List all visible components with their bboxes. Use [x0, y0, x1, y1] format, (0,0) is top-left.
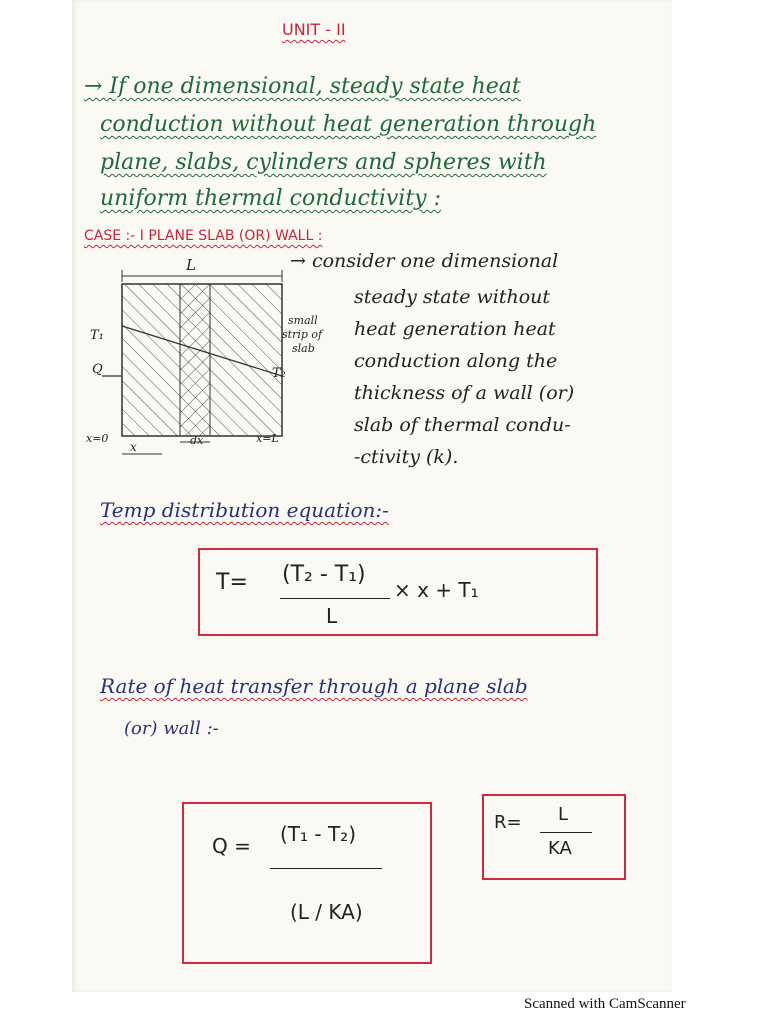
resistance-eq-denominator: KA	[548, 838, 572, 859]
rate-eq-lhs: Q =	[212, 834, 251, 858]
label-xL: x=L	[256, 432, 279, 445]
rate-heading-line-2: (or) wall :-	[124, 718, 219, 739]
desc-line-3: heat generation heat	[354, 318, 556, 340]
resistance-eq-numerator: L	[558, 804, 569, 825]
temp-distribution-heading: Temp distribution equation:-	[100, 498, 389, 522]
label-T1: T₁	[90, 328, 104, 343]
heading-line-1: → If one dimensional, steady state heat	[84, 74, 521, 99]
rate-eq-fraction-bar	[270, 868, 382, 869]
rate-eq-denominator: (L / KA)	[290, 900, 363, 924]
temp-eq-rest: × x + T₁	[394, 578, 479, 602]
resistance-equation-box	[482, 794, 626, 880]
temp-eq-lhs: T=	[216, 570, 248, 595]
unit-title: UNIT - II	[282, 20, 346, 39]
label-dx: dx	[190, 434, 204, 447]
desc-line-2: steady state without	[354, 286, 551, 308]
scanner-footer: Scanned with CamScanner	[524, 996, 686, 1012]
desc-line-6: slab of thermal condu-	[354, 414, 571, 436]
strip-label-2: strip of	[282, 328, 323, 341]
rate-heading-line-1: Rate of heat transfer through a plane slab	[100, 674, 528, 698]
rate-eq-numerator: (T₁ - T₂)	[280, 822, 357, 846]
resistance-eq-lhs: R=	[494, 812, 522, 833]
strip-label-3: slab	[292, 342, 315, 355]
label-x: x	[130, 440, 137, 454]
desc-line-4: conduction along the	[354, 350, 558, 372]
desc-line-5: thickness of a wall (or)	[354, 382, 575, 404]
label-Q: Q	[92, 362, 103, 377]
label-T2: T₂	[272, 366, 286, 381]
temp-eq-numerator: (T₂ - T₁)	[282, 562, 366, 587]
heading-line-3: plane, slabs, cylinders and spheres with	[100, 150, 547, 175]
heading-line-2: conduction without heat generation through	[100, 112, 597, 137]
resistance-eq-fraction-bar	[540, 832, 592, 833]
case-title: CASE :- I PLANE SLAB (OR) WALL :	[84, 228, 323, 244]
label-L: L	[186, 256, 196, 274]
desc-line-1: → consider one dimensional	[290, 250, 559, 272]
desc-line-7: -ctivity (k).	[354, 446, 459, 468]
strip-label-1: small	[288, 314, 318, 327]
label-x0: x=0	[86, 432, 109, 445]
heading-line-4: uniform thermal conductivity :	[100, 186, 442, 211]
temp-eq-denominator: L	[326, 604, 338, 628]
temp-eq-fraction-bar	[280, 598, 390, 599]
